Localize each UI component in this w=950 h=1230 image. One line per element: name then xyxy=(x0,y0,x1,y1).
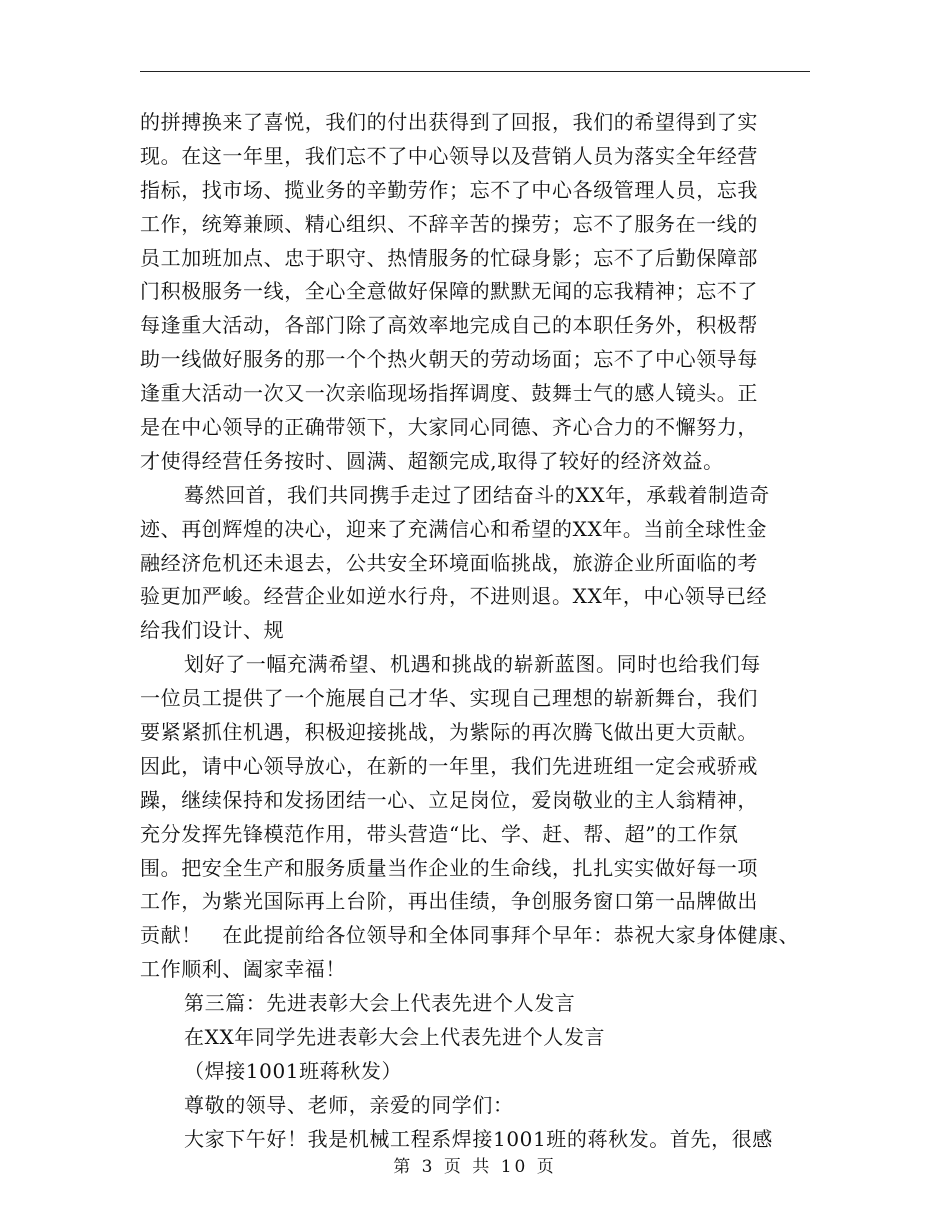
text-line: 工作，统筹兼顾、精心组织、不辞辛苦的操劳；忘不了服务在一线的 xyxy=(140,211,758,236)
paragraph-start-line: 蓦然回首，我们共同携手走过了团结奋斗的XX年，承载着制造奇 xyxy=(184,482,770,507)
salutation-line: 尊敬的领导、老师，亲爱的同学们： xyxy=(184,1092,514,1117)
paragraph-start-line: 大家下午好！我是机械工程系焊接1001班的蒋秋发。首先，很感 xyxy=(184,1126,773,1151)
text-line: 助一线做好服务的那一个个热火朝天的劳动场面；忘不了中心领导每 xyxy=(140,347,758,372)
text-line: 验更加严峻。经营企业如逆水行舟，不进则退。XX年，中心领导已经 xyxy=(140,584,768,609)
header-rule xyxy=(140,71,810,72)
section-heading: 第三篇：先进表彰大会上代表先进个人发言 xyxy=(184,991,576,1016)
speaker-line: （焊接1001班蒋秋发） xyxy=(184,1058,403,1083)
text-line: 要紧紧抓住机遇，积极迎接挑战，为紫际的再次腾飞做出更大贡献。 xyxy=(140,720,758,745)
text-line: 融经济危机还未退去，公共安全环境面临挑战，旅游企业所面临的考 xyxy=(140,550,758,575)
text-line: 门积极服务一线，全心全意做好保障的默默无闻的忘我精神；忘不了 xyxy=(140,279,758,304)
text-line: 每逢重大活动，各部门除了高效率地完成自己的本职任务外，积极帮 xyxy=(140,313,758,338)
text-line: 充分发挥先锋模范作用，带头营造“比、学、赶、帮、超”的工作氛 xyxy=(140,821,739,846)
text-line: 是在中心领导的正确带领下，大家同心同德、齐心合力的不懈努力， xyxy=(140,415,758,440)
text-line: 围。把安全生产和服务质量当作企业的生命线，扎扎实实做好每一项 xyxy=(140,855,758,880)
text-line: 现。在这一年里，我们忘不了中心领导以及营销人员为落实全年经营 xyxy=(140,143,758,168)
text-line: 贡献！ 在此提前给各位领导和全体同事拜个早年：恭祝大家身体健康、 xyxy=(140,923,800,948)
text-line: 因此，请中心领导放心，在新的一年里，我们先进班组一定会戒骄戒 xyxy=(140,753,758,778)
text-line: 逢重大活动一次又一次亲临现场指挥调度、鼓舞士气的感人镜头。正 xyxy=(140,381,758,406)
text-line: 工作顺利、阖家幸福！ xyxy=(140,957,346,982)
text-line: 才使得经营任务按时、圆满、超额完成,取得了较好的经济效益。 xyxy=(140,448,724,473)
text-line: 员工加班加点、忠于职守、热情服务的忙碌身影；忘不了后勤保障部 xyxy=(140,245,758,270)
text-line: 指标，找市场、揽业务的辛勤劳作；忘不了中心各级管理人员，忘我 xyxy=(140,177,758,202)
paragraph-start-line: 划好了一幅充满希望、机遇和挑战的崭新蓝图。同时也给我们每 xyxy=(184,652,761,677)
text-line: 迹、再创辉煌的决心，迎来了充满信心和希望的XX年。当前全球性金 xyxy=(140,516,768,541)
text-line: 一位员工提供了一个施展自己才华、实现自己理想的崭新舞台，我们 xyxy=(140,686,758,711)
text-line: 的拼搏换来了喜悦，我们的付出获得到了回报，我们的希望得到了实 xyxy=(140,110,758,134)
text-line: 躁，继续保持和发扬团结一心、立足岗位，爱岗敬业的主人翁精神， xyxy=(140,787,758,812)
text-line: 给我们设计、规 xyxy=(140,618,285,643)
text-line: 工作，为紫光国际再上台阶，再出佳绩，争创服务窗口第一品牌做出 xyxy=(140,889,758,914)
speech-title: 在XX年同学先进表彰大会上代表先进个人发言 xyxy=(184,1025,606,1050)
document-body xyxy=(140,106,820,1157)
page-footer: 第 3 页 共 10 页 xyxy=(393,1157,557,1177)
